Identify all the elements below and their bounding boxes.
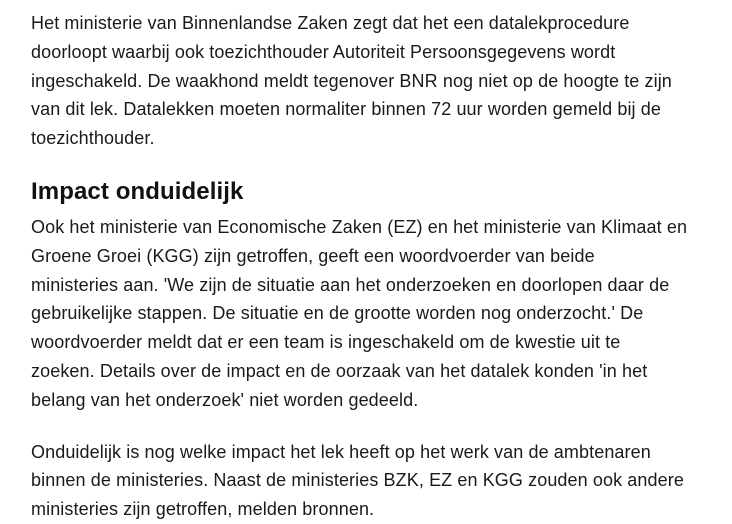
article-body (31, 9, 731, 524)
article-paragraph: Onduidelijk is nog welke impact het lek heeft op het werk van de ambtenaren binnen de ministeries. Naast de ministeries BZK, EZ en KGG zouden ook andere ministeries zijn getroffen, melden bronnen. (31, 441, 684, 520)
section-heading: Impact onduidelijk (31, 177, 244, 205)
article-paragraph: Ook het ministerie van Economische Zaken (EZ) en het ministerie van Klimaat en Groene Groei (KGG) zijn getroffen, geeft een woordvoerder van beide ministeries aan. 'We zijn de situatie aan het onderzoeken en doorlopen daar de gebruikelijke stappen. De situatie en de grootte worden nog onderzocht.' De woordvoerder meldt dat er een team is ingeschakeld om de kwestie uit te zoeken. Details over de impact en de oorzaak van het datalek konden 'in het belang van het onderzoek' niet worden gedeeld. (31, 216, 688, 410)
article-paragraph: Het ministerie van Binnenlandse Zaken zegt dat het een datalekprocedure doorloopt waarbij ook toezichthouder Autoriteit Persoonsgegevens wordt ingeschakeld. De waakhond meldt tegenover BNR nog niet op de hoogte te zijn van dit lek. Datalekken moeten normaliter binnen 72 uur worden gemeld bij de toezichthouder. (31, 13, 672, 149)
